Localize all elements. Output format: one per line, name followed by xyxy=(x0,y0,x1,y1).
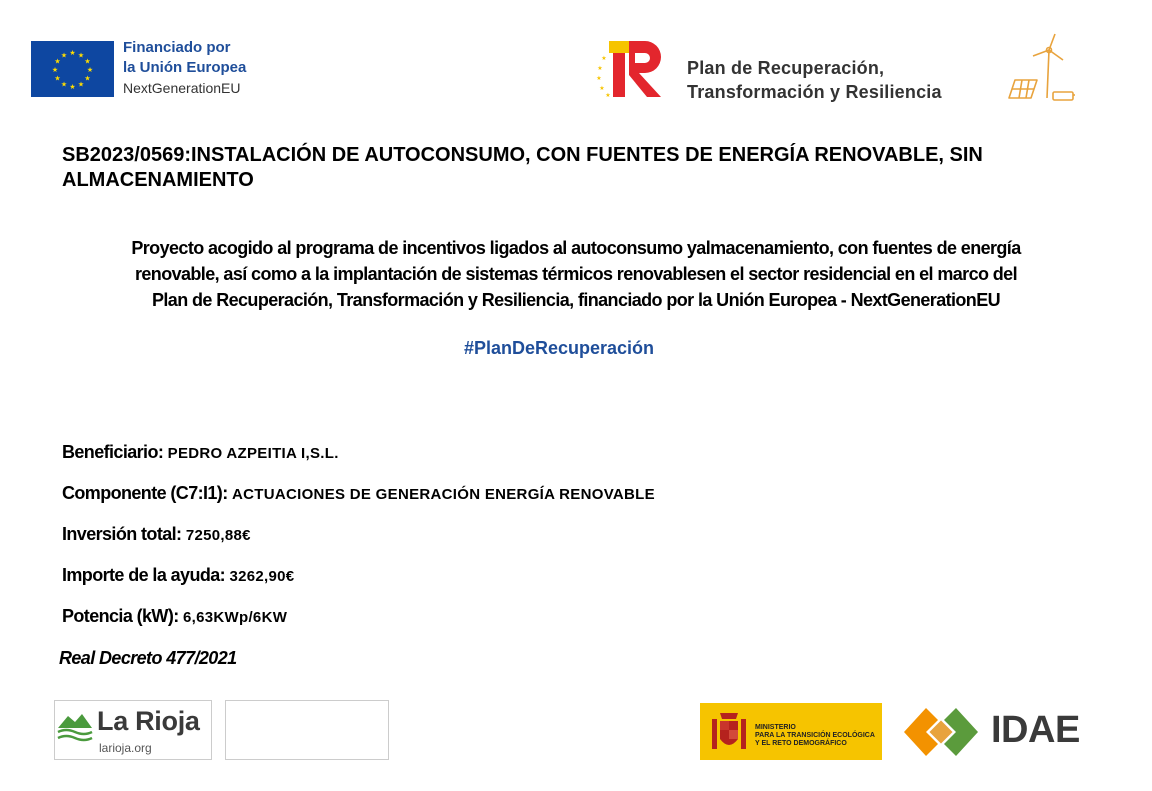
field-value: 6,63KWp/6KW xyxy=(183,609,288,626)
svg-text:★: ★ xyxy=(84,74,91,83)
svg-text:★: ★ xyxy=(596,75,602,82)
svg-text:★: ★ xyxy=(54,57,61,66)
idae-text: IDAE xyxy=(991,709,1080,751)
wind-solar-icon xyxy=(1003,30,1078,105)
svg-text:★: ★ xyxy=(84,57,91,66)
field-value: ACTUACIONES DE GENERACIÓN ENERGÍA RENOVABLE xyxy=(232,486,655,503)
eu-line3: NextGenerationEU xyxy=(123,80,241,96)
field-value: 3262,90€ xyxy=(229,568,295,585)
blank-logo-box xyxy=(225,700,389,760)
plan-r-logo-icon xyxy=(595,38,667,100)
svg-text:★: ★ xyxy=(77,51,85,60)
ministry-line2: PARA LA TRANSICIÓN ECOLÓGICA xyxy=(755,732,875,739)
description-line3: Plan de Recuperación, Transformación y Resiliencia, financiado por la Unión Europea - NextGenerationEU xyxy=(151,290,1001,310)
eu-funding-text xyxy=(123,38,246,98)
svg-text:★: ★ xyxy=(601,55,607,62)
field-label: Importe de la ayuda: xyxy=(62,565,230,585)
field-beneficiario xyxy=(62,442,339,463)
plan-logo-text xyxy=(687,56,942,104)
field-componente xyxy=(62,483,655,504)
description-line1: Proyecto acogido al programa de incentivos ligados al autoconsumo yalmacenamiento, con fuentes de energía xyxy=(131,238,1021,258)
rioja-name: La Rioja xyxy=(97,706,200,736)
field-value: 7250,88€ xyxy=(185,527,251,544)
ministry-text xyxy=(755,724,880,748)
field-importe xyxy=(62,565,294,586)
svg-text:★: ★ xyxy=(51,66,59,74)
field-inversion xyxy=(62,524,251,545)
eu-line2: la Unión Europea xyxy=(123,59,247,76)
ministry-line3: Y EL RETO DEMOGRÁFICO xyxy=(755,740,847,747)
svg-text:★: ★ xyxy=(69,49,76,57)
field-label: Componente (C7:I1): xyxy=(62,483,232,503)
svg-text:★: ★ xyxy=(86,66,94,74)
field-potencia xyxy=(62,606,287,627)
ministry-line1: MINISTERIO xyxy=(755,724,796,731)
eu-flag-icon xyxy=(31,41,114,97)
project-title: SB2023/0569:INSTALACIÓN DE AUTOCONSUMO, CON FUENTES DE ENERGÍA RENOVABLE, SIN ALMACENAMIENTO xyxy=(62,144,983,191)
svg-text:★: ★ xyxy=(60,51,68,60)
spain-coat-of-arms-icon xyxy=(708,709,750,755)
svg-text:★: ★ xyxy=(605,92,611,99)
eu-line1: Financiado por xyxy=(123,39,231,56)
plan-line2: Transformación y Resiliencia xyxy=(687,82,942,102)
decree: Real Decreto 477/2021 xyxy=(59,648,237,668)
field-label: Beneficiario: xyxy=(62,442,168,462)
project-description xyxy=(40,235,1112,313)
rioja-logo-icon xyxy=(56,708,94,744)
svg-text:★: ★ xyxy=(597,65,603,72)
svg-text:★: ★ xyxy=(69,83,76,91)
idae-logo-icon xyxy=(898,702,984,762)
svg-text:★: ★ xyxy=(60,80,68,89)
rioja-url: larioja.org xyxy=(99,741,152,755)
plan-line1: Plan de Recuperación, xyxy=(687,58,885,78)
field-label: Potencia (kW): xyxy=(62,606,184,626)
hashtag: #PlanDeRecuperación xyxy=(463,338,655,358)
description-line2: renovable, así como a la implantación de sistemas térmicos renovablesen el sector residencial en el marco del xyxy=(134,264,1017,284)
svg-text:★: ★ xyxy=(599,85,605,92)
field-label: Inversión total: xyxy=(62,524,186,544)
svg-text:★: ★ xyxy=(77,80,85,89)
svg-text:★: ★ xyxy=(54,74,61,83)
field-value: PEDRO AZPEITIA I,S.L. xyxy=(167,445,339,462)
